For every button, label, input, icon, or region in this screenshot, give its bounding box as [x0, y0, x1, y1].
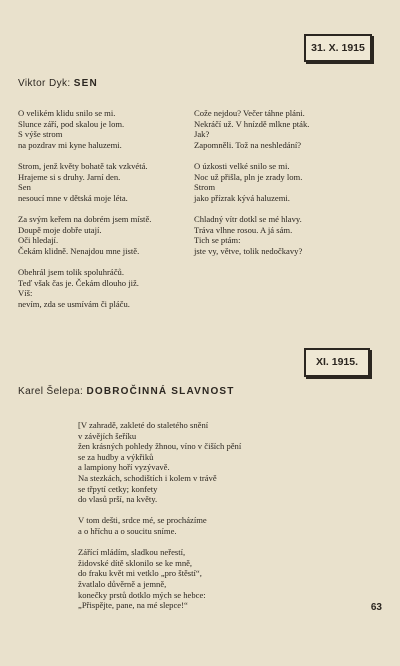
author-name: Viktor Dyk: — [18, 78, 71, 89]
verse-line: Doupě moje dobře utají. — [18, 224, 102, 235]
verse-line: Cože nejdou? Večer táhne pláni. — [194, 108, 305, 118]
page-number: 63 — [370, 602, 382, 613]
verse-line: Na stezkách, schodištích i kolem v trávě — [78, 472, 217, 483]
poem-column-right — [194, 108, 309, 267]
author-name: Karel Šelepa: — [18, 386, 84, 397]
verse-line: jako přízrak kývá haluzemi. — [194, 192, 290, 203]
verse-line: Strom — [194, 182, 216, 193]
verse-line: O velikém klidu snilo se mi. — [18, 108, 116, 118]
verse-line: Za svým keřem na dobrém jsem místě. — [18, 213, 152, 224]
stanza — [194, 214, 309, 256]
stanza — [18, 267, 151, 309]
verse-line: na pozdrav mi kyne haluzemi. — [18, 139, 122, 150]
verse-line: Zářící mládím, sladkou neřestí, — [78, 547, 186, 558]
date-box — [304, 348, 370, 377]
verse-line: nevím, zda se usmívám či pláču. — [18, 298, 130, 309]
date-label: 31. X. 1915 — [311, 42, 365, 54]
stanza — [18, 108, 151, 150]
verse-line: Zapomněli. Tož na neshledání? — [194, 139, 302, 150]
verse-line: v závějích šeříku — [78, 430, 137, 441]
verse-line: Tráva vlhne rosou. A já sám. — [194, 224, 293, 235]
verse-line: Oči hledají. — [18, 235, 59, 246]
verse-line: Tich se ptám: — [194, 235, 241, 246]
poem-column-left — [18, 108, 151, 320]
verse-line: Nekráčí už. V hnízdě mlkne pták. — [194, 118, 310, 129]
verse-line: Strom, jenž květy bohatě tak vzkvétá. — [18, 160, 148, 171]
stanza — [18, 161, 151, 203]
poem-heading — [18, 78, 98, 89]
verse-line: a lampiony hoří vyzývavě. — [78, 462, 170, 473]
date-label: XI. 1915. — [315, 356, 359, 368]
verse-line: „Přispějte, pane, na mé slepce!“ — [78, 600, 188, 611]
stanza — [18, 214, 151, 256]
verse-line: nesoucí mne v dětská moje léta. — [18, 192, 128, 203]
poem-title: SEN — [73, 78, 98, 89]
verse-line: Hrajeme si s druhy. Jarní den. — [18, 171, 121, 182]
stanza — [78, 547, 241, 611]
verse-line: O úzkosti velké snilo se mi. — [194, 160, 290, 171]
stanza — [194, 108, 309, 150]
verse-line: Obehrál jsem tolik spoluhráčů. — [18, 266, 124, 277]
date-box — [304, 34, 372, 62]
verse-line: Sen — [18, 182, 31, 193]
poem-heading — [18, 386, 235, 397]
verse-line: žvatlalo důvěrně a jemně, — [78, 578, 167, 589]
verse-line: Jak? — [194, 129, 210, 140]
verse-line: Teď však čas je. Čekám dlouho již. — [18, 277, 139, 288]
verse-line: [V zahradě, zakleté do staletého snění — [78, 420, 209, 430]
verse-line: Víš: — [18, 288, 33, 299]
poem-body — [78, 420, 241, 621]
verse-line: konečky prstů dotklo mých se hebce: — [78, 589, 206, 600]
verse-line: se třpytí cetky; konfety — [78, 483, 158, 494]
verse-line: Čekám klidně. Nenajdou mne jistě. — [18, 245, 140, 256]
verse-line: S výše strom — [18, 129, 63, 140]
stanza — [194, 161, 309, 203]
verse-line: žen krásných pohledy žhnou, víno v čiších pění — [78, 441, 242, 452]
stanza — [78, 420, 241, 505]
verse-line: a o hříchu a o soucitu sníme. — [78, 525, 177, 536]
verse-line: židovské dítě sklonilo se ke mně, — [78, 557, 193, 568]
stanza — [78, 515, 241, 536]
verse-line: jste vy, větve, tolik nedočkavy? — [194, 245, 303, 256]
verse-line: do fraku květ mi vetklo „pro štěstí“, — [78, 568, 202, 579]
verse-line: Chladný vítr dotkl se mé hlavy. — [194, 213, 302, 224]
poem-title: DOBROČINNÁ SLAVNOST — [86, 386, 235, 397]
verse-line: V tom dešti, srdce mé, se procházíme — [78, 515, 207, 526]
verse-line: do vlasů prší, na květy. — [78, 494, 158, 505]
verse-line: Slunce září, pod skalou je lom. — [18, 118, 125, 129]
verse-line: se za hudby a výkřiků — [78, 451, 154, 462]
verse-line: Noc už přišla, pln je zrady lom. — [194, 171, 303, 182]
